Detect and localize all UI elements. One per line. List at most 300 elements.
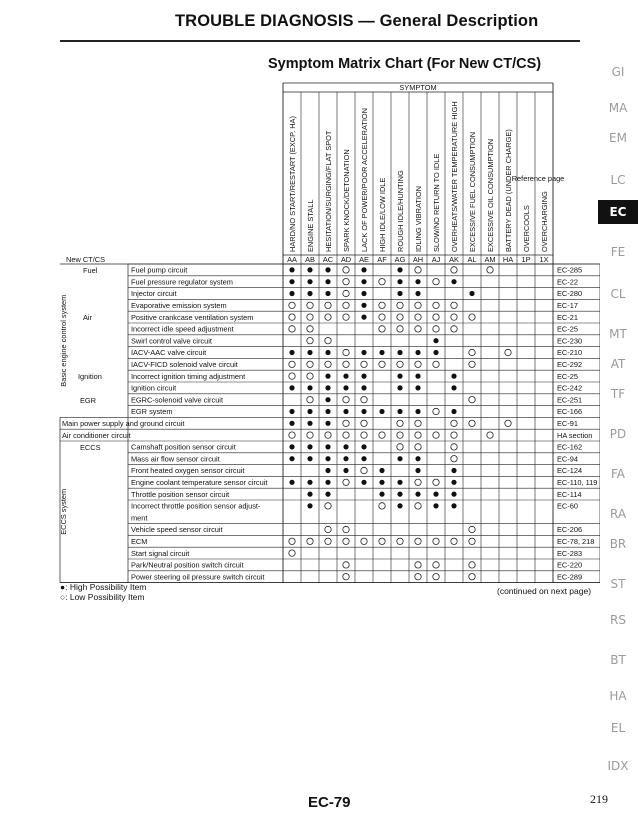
low-possibility-mark — [307, 361, 313, 367]
row-label: IACV-FICD solenoid valve circuit — [131, 360, 238, 369]
low-possibility-mark — [451, 538, 457, 544]
high-possibility-mark — [361, 350, 366, 355]
row-label: Air conditioner circuit — [62, 430, 131, 440]
symptom-name-ac: HESITATION/SURGING/FLAT SPOT — [324, 130, 333, 252]
high-possibility-mark — [325, 492, 330, 497]
row-label: Main power supply and ground circuit — [62, 419, 185, 428]
row-reference: EC-289 — [557, 572, 583, 582]
high-possibility-mark — [307, 350, 312, 355]
symptom-code-1x: 1X — [539, 255, 549, 264]
low-possibility-mark — [469, 314, 475, 320]
low-possibility-mark — [361, 467, 367, 473]
high-possibility-mark — [325, 421, 330, 426]
high-possibility-mark — [361, 456, 366, 461]
low-possibility-mark — [379, 432, 385, 438]
low-possibility-mark — [397, 361, 403, 367]
low-possibility-mark — [451, 326, 457, 332]
low-possibility-mark — [397, 432, 403, 438]
low-possibility-mark — [451, 314, 457, 320]
row-label-cont: ment — [131, 513, 148, 523]
row-reference: EC-17 — [557, 301, 578, 310]
high-possibility-mark — [379, 492, 384, 497]
section-tab-ha[interactable]: HA — [609, 689, 627, 703]
low-possibility-mark — [289, 432, 295, 438]
section-tab-gi[interactable]: GI — [611, 65, 625, 79]
high-possibility-mark — [361, 444, 366, 449]
section-tab-ma[interactable]: MA — [608, 101, 628, 115]
low-possibility-mark — [307, 338, 313, 344]
high-possibility-mark — [325, 279, 330, 284]
high-possibility-mark — [325, 291, 330, 296]
low-possibility-mark — [397, 538, 403, 544]
low-possibility-mark — [289, 302, 295, 308]
high-possibility-mark — [433, 338, 438, 343]
row-reference: EC-110, 119 — [557, 478, 598, 487]
high-possibility-mark — [289, 350, 294, 355]
symptom-code-ae: AE — [359, 255, 369, 264]
row-label: Throttle position sensor circuit — [131, 489, 230, 499]
row-label: Incorrect ignition timing adjustment — [131, 371, 246, 381]
low-possibility-mark — [343, 290, 349, 296]
section-tab-fa[interactable]: FA — [610, 467, 625, 481]
symptom-name-ha: BATTERY DEAD (UNDER CHARGE) — [504, 129, 513, 252]
low-possibility-mark — [415, 574, 421, 580]
high-possibility-mark — [451, 279, 456, 284]
high-possibility-mark — [325, 267, 330, 272]
symptom-code-ad: AD — [340, 255, 352, 264]
high-possibility-mark — [307, 409, 312, 414]
high-possibility-mark — [307, 421, 312, 426]
symptom-name-ak: OVERHEATS/WATER TEMPERATURE HIGH — [450, 101, 459, 252]
high-possibility-mark — [289, 267, 294, 272]
section-tab-ec[interactable]: EC — [598, 200, 638, 224]
low-possibility-mark — [343, 349, 349, 355]
row-reference: EC-280 — [557, 289, 583, 299]
high-possibility-mark — [325, 468, 330, 473]
low-possibility-mark — [325, 538, 331, 544]
high-possibility-mark — [379, 468, 384, 473]
row-reference: EC-94 — [557, 454, 578, 464]
low-possibility-mark — [325, 338, 331, 344]
high-possibility-mark — [325, 456, 330, 461]
low-possibility-mark — [343, 432, 349, 438]
low-possibility-mark — [433, 479, 439, 485]
low-possibility-mark — [433, 326, 439, 332]
high-possibility-mark — [325, 409, 330, 414]
high-possibility-mark — [415, 350, 420, 355]
high-possibility-mark — [415, 409, 420, 414]
high-possibility-mark — [325, 444, 330, 449]
row-label: Ignition circuit — [131, 383, 177, 393]
high-possibility-mark — [289, 421, 294, 426]
section-tab-fe[interactable]: FE — [610, 245, 626, 259]
high-possibility-mark — [289, 456, 294, 461]
low-possibility-mark — [307, 302, 313, 308]
low-possibility-mark — [505, 420, 511, 426]
high-possibility-mark — [307, 444, 312, 449]
low-possibility-mark — [343, 574, 349, 580]
row-reference: EC-166 — [557, 407, 583, 417]
high-possibility-mark — [397, 503, 402, 508]
section-tab-bt[interactable]: BT — [610, 653, 626, 667]
high-possibility-mark — [361, 315, 366, 320]
high-possibility-mark — [451, 374, 456, 379]
symptom-name-al: EXCESSIVE FUEL CONSUMPTION — [468, 131, 477, 252]
high-possibility-mark — [397, 267, 402, 272]
symptom-name-aa: HARD/NO START/RESTART (EXCP. HA) — [288, 116, 297, 252]
high-possibility-mark — [289, 291, 294, 296]
symptom-name-ah: IDLING VIBRATION — [414, 186, 423, 252]
high-possibility-mark — [451, 468, 456, 473]
low-possibility-mark — [379, 361, 385, 367]
low-possibility-mark — [415, 314, 421, 320]
row-label: Evaporative emission system — [131, 301, 227, 310]
row-reference: EC-285 — [557, 265, 583, 275]
high-possibility-mark — [415, 456, 420, 461]
high-possibility-mark — [415, 492, 420, 497]
high-possibility-mark — [307, 385, 312, 390]
section-tab-tf[interactable]: TF — [610, 387, 626, 401]
section-tab-rs[interactable]: RS — [610, 613, 626, 627]
low-possibility-mark — [361, 420, 367, 426]
top-label: New CT/CS — [66, 255, 106, 264]
symptom-code-af: AF — [377, 255, 387, 264]
symptom-name-af: HIGH IDLE/LOW IDLE — [378, 177, 387, 252]
low-possibility-mark — [361, 538, 367, 544]
low-possibility-mark — [451, 444, 457, 450]
row-reference: EC-25 — [557, 324, 578, 334]
low-possibility-mark — [433, 408, 439, 414]
low-possibility-mark — [433, 432, 439, 438]
row-reference: EC-242 — [557, 383, 583, 393]
section-tab-cl[interactable]: CL — [610, 287, 626, 301]
high-possibility-mark — [451, 492, 456, 497]
section-tab-pd[interactable]: PD — [609, 427, 627, 441]
high-possibility-mark — [361, 279, 366, 284]
low-possibility-mark — [307, 326, 313, 332]
row-label: Positive crankcase ventilation system — [131, 312, 254, 322]
high-possibility-mark — [307, 503, 312, 508]
low-possibility-mark — [415, 479, 421, 485]
high-possibility-mark — [361, 385, 366, 390]
low-possibility-mark — [307, 538, 313, 544]
low-possibility-mark — [289, 361, 295, 367]
print-page-number: 219 — [590, 792, 608, 806]
row-reference: EC-91 — [557, 419, 578, 428]
symptom-code-ac: AC — [322, 255, 334, 264]
high-possibility-mark — [343, 468, 348, 473]
row-label: Swirl control valve circuit — [131, 336, 212, 346]
high-possibility-mark — [325, 374, 330, 379]
low-possibility-mark — [343, 420, 349, 426]
low-possibility-mark — [289, 550, 295, 556]
row-label: Start signal circuit — [131, 548, 190, 558]
low-possibility-mark — [379, 503, 385, 509]
low-possibility-mark — [325, 302, 331, 308]
low-possibility-mark — [343, 526, 349, 532]
low-possibility-mark — [289, 538, 295, 544]
symptom-code-ab: AB — [305, 255, 315, 264]
low-possibility-mark — [325, 361, 331, 367]
high-possibility-mark — [343, 385, 348, 390]
low-possibility-mark — [415, 444, 421, 450]
row-reference: EC-220 — [557, 560, 583, 570]
high-possibility-mark — [343, 444, 348, 449]
section-tab-idx[interactable]: IDX — [607, 759, 629, 773]
high-possibility-mark — [307, 279, 312, 284]
high-possibility-mark — [397, 279, 402, 284]
legend-high: ●: High Possibility Item — [60, 582, 147, 592]
low-possibility-mark — [361, 361, 367, 367]
row-reference: EC-25 — [557, 371, 578, 381]
symptom-name-ae: LACK OF POWER/POOR ACCELERATION — [360, 107, 369, 252]
low-possibility-mark — [415, 267, 421, 273]
low-possibility-mark — [343, 538, 349, 544]
low-possibility-mark — [433, 574, 439, 580]
high-possibility-mark — [307, 456, 312, 461]
high-possibility-mark — [289, 279, 294, 284]
row-reference: EC-292 — [557, 360, 583, 369]
low-possibility-mark — [433, 279, 439, 285]
symptom-name-am: EXCESSIVE OIL CONSUMPTION — [486, 138, 495, 252]
section-tab-br[interactable]: BR — [609, 537, 627, 551]
section-tab-em[interactable]: EM — [609, 131, 627, 145]
high-possibility-mark — [415, 468, 420, 473]
high-possibility-mark — [361, 303, 366, 308]
row-reference: EC-283 — [557, 548, 583, 558]
low-possibility-mark — [343, 562, 349, 568]
low-possibility-mark — [343, 314, 349, 320]
high-possibility-mark — [361, 374, 366, 379]
low-possibility-mark — [289, 326, 295, 332]
high-possibility-mark — [415, 279, 420, 284]
row-reference: EC-21 — [557, 312, 578, 322]
low-possibility-mark — [415, 361, 421, 367]
high-possibility-mark — [289, 480, 294, 485]
high-possibility-mark — [289, 385, 294, 390]
row-reference: HA section — [557, 430, 593, 440]
group-eccs: ECCS — [80, 443, 101, 452]
low-possibility-mark — [397, 420, 403, 426]
section-tab-el[interactable]: EL — [610, 721, 626, 735]
high-possibility-mark — [325, 385, 330, 390]
row-reference: EC-124 — [557, 466, 583, 476]
low-possibility-mark — [379, 279, 385, 285]
section-header: TROUBLE DIAGNOSIS — General Description — [175, 12, 539, 30]
symptom-code-al: AL — [467, 255, 477, 264]
symptom-label: SYMPTOM — [399, 83, 437, 92]
low-possibility-mark — [343, 479, 349, 485]
low-possibility-mark — [433, 562, 439, 568]
high-possibility-mark — [343, 409, 348, 414]
symptom-code-ak: AK — [449, 255, 459, 264]
low-possibility-mark — [433, 538, 439, 544]
high-possibility-mark — [307, 480, 312, 485]
section-tab-at[interactable]: AT — [610, 357, 626, 371]
high-possibility-mark — [451, 385, 456, 390]
low-possibility-mark — [433, 361, 439, 367]
low-possibility-mark — [325, 314, 331, 320]
high-possibility-mark — [325, 350, 330, 355]
low-possibility-mark — [325, 432, 331, 438]
low-possibility-mark — [469, 538, 475, 544]
high-possibility-mark — [415, 374, 420, 379]
low-possibility-mark — [307, 432, 313, 438]
group-air: Air — [83, 313, 93, 323]
low-possibility-mark — [469, 574, 475, 580]
high-possibility-mark — [379, 409, 384, 414]
low-possibility-mark — [469, 349, 475, 355]
low-possibility-mark — [451, 302, 457, 308]
low-possibility-mark — [469, 361, 475, 367]
high-possibility-mark — [307, 291, 312, 296]
symptom-code-ag: AG — [394, 255, 406, 264]
vertical-label-basic: Basic engine control system — [59, 294, 68, 387]
page-number: EC-79 — [308, 794, 351, 811]
low-possibility-mark — [415, 562, 421, 568]
symptom-code-ah: AH — [412, 255, 424, 264]
high-possibility-mark — [361, 480, 366, 485]
symptom-code-aa: AA — [287, 255, 297, 264]
row-label: Park/Neutral position switch circuit — [131, 560, 244, 570]
continued-note: (continued on next page) — [497, 586, 592, 596]
row-reference: EC-60 — [557, 501, 578, 511]
low-possibility-mark — [343, 267, 349, 273]
low-possibility-mark — [289, 373, 295, 379]
symptom-code-ha: HA — [502, 255, 514, 264]
row-label: EGR system — [131, 407, 173, 417]
high-possibility-mark — [397, 385, 402, 390]
row-label: Mass air flow sensor circuit — [131, 454, 220, 464]
low-possibility-mark — [433, 302, 439, 308]
low-possibility-mark — [379, 302, 385, 308]
low-possibility-mark — [379, 314, 385, 320]
high-possibility-mark — [343, 374, 348, 379]
high-possibility-mark — [397, 492, 402, 497]
low-possibility-mark — [343, 279, 349, 285]
low-possibility-mark — [469, 397, 475, 403]
low-possibility-mark — [433, 314, 439, 320]
section-tab-mt[interactable]: MT — [609, 327, 627, 341]
vertical-label-eccs: ECCS system — [59, 488, 68, 535]
row-reference: EC-251 — [557, 395, 583, 405]
low-possibility-mark — [451, 267, 457, 273]
symptom-name-ad: SPARK KNOCK/DETONATION — [342, 149, 351, 252]
group-fuel: Fuel — [83, 266, 98, 275]
row-reference: EC-78, 218 — [557, 537, 595, 546]
low-possibility-mark — [415, 538, 421, 544]
row-reference: EC-162 — [557, 442, 583, 452]
high-possibility-mark — [415, 291, 420, 296]
low-possibility-mark — [361, 397, 367, 403]
low-possibility-mark — [487, 432, 493, 438]
high-possibility-mark — [397, 409, 402, 414]
low-possibility-mark — [397, 314, 403, 320]
low-possibility-mark — [343, 361, 349, 367]
low-possibility-mark — [451, 456, 457, 462]
low-possibility-mark — [379, 538, 385, 544]
high-possibility-mark — [433, 503, 438, 508]
symptom-code-aj: AJ — [431, 255, 441, 264]
row-label: Fuel pump circuit — [131, 265, 188, 275]
row-label: Vehicle speed sensor circuit — [131, 525, 223, 535]
high-possibility-mark — [343, 456, 348, 461]
group-ignition: Ignition — [78, 372, 102, 382]
high-possibility-mark — [379, 480, 384, 485]
high-possibility-mark — [451, 409, 456, 414]
row-label: Fuel pressure regulator system — [131, 277, 233, 287]
symptom-name-aj: SLOW/NO RETURN TO IDLE — [432, 153, 441, 252]
low-possibility-mark — [415, 302, 421, 308]
group-egr: EGR — [80, 395, 97, 405]
high-possibility-mark — [451, 503, 456, 508]
high-possibility-mark — [379, 350, 384, 355]
row-reference: EC-114 — [557, 489, 582, 499]
low-possibility-mark — [451, 432, 457, 438]
chart-title: Symptom Matrix Chart (For New CT/CS) — [268, 56, 542, 72]
low-possibility-mark — [415, 420, 421, 426]
high-possibility-mark — [451, 480, 456, 485]
low-possibility-mark — [307, 314, 313, 320]
row-label: Engine coolant temperature sensor circuit — [131, 478, 268, 487]
low-possibility-mark — [469, 526, 475, 532]
low-possibility-mark — [307, 373, 313, 379]
section-tab-lc[interactable]: LC — [610, 173, 626, 187]
high-possibility-mark — [397, 374, 402, 379]
row-label: Incorrect idle speed adjustment — [131, 324, 234, 334]
high-possibility-mark — [361, 267, 366, 272]
low-possibility-mark — [415, 326, 421, 332]
low-possibility-mark — [379, 326, 385, 332]
low-possibility-mark — [505, 349, 511, 355]
symptom-name-ag: ROUGH IDLE/HUNTING — [396, 170, 405, 252]
reference-page-label: Reference page — [511, 174, 565, 183]
row-label: ECM — [131, 537, 148, 546]
row-label: Camshaft position sensor circuit — [131, 442, 236, 452]
low-possibility-mark — [361, 432, 367, 438]
section-tab-st[interactable]: ST — [610, 577, 626, 591]
high-possibility-mark — [397, 480, 402, 485]
high-possibility-mark — [397, 456, 402, 461]
high-possibility-mark — [397, 350, 402, 355]
row-reference: EC-22 — [557, 277, 578, 287]
high-possibility-mark — [469, 291, 474, 296]
high-possibility-mark — [289, 444, 294, 449]
high-possibility-mark — [361, 409, 366, 414]
high-possibility-mark — [433, 350, 438, 355]
low-possibility-mark — [469, 420, 475, 426]
high-possibility-mark — [325, 480, 330, 485]
row-label: Power steering oil pressure switch circuit — [131, 572, 265, 582]
symptom-name-ab: ENGINE STALL — [306, 199, 315, 252]
row-label: Front heated oxygen sensor circuit — [131, 466, 245, 476]
row-reference: EC-210 — [557, 348, 583, 358]
high-possibility-mark — [397, 291, 402, 296]
high-possibility-mark — [325, 397, 330, 402]
low-possibility-mark — [451, 420, 457, 426]
low-possibility-mark — [415, 503, 421, 509]
row-label: IACV-AAC valve circuit — [131, 348, 207, 358]
symptom-name-1x: OVERCHARGING — [540, 191, 549, 252]
low-possibility-mark — [469, 562, 475, 568]
low-possibility-mark — [325, 503, 331, 509]
high-possibility-mark — [361, 291, 366, 296]
row-reference: EC-230 — [557, 336, 583, 346]
section-tab-ra[interactable]: RA — [609, 507, 627, 521]
symptom-code-am: AM — [484, 255, 496, 264]
low-possibility-mark — [397, 444, 403, 450]
low-possibility-mark — [289, 314, 295, 320]
